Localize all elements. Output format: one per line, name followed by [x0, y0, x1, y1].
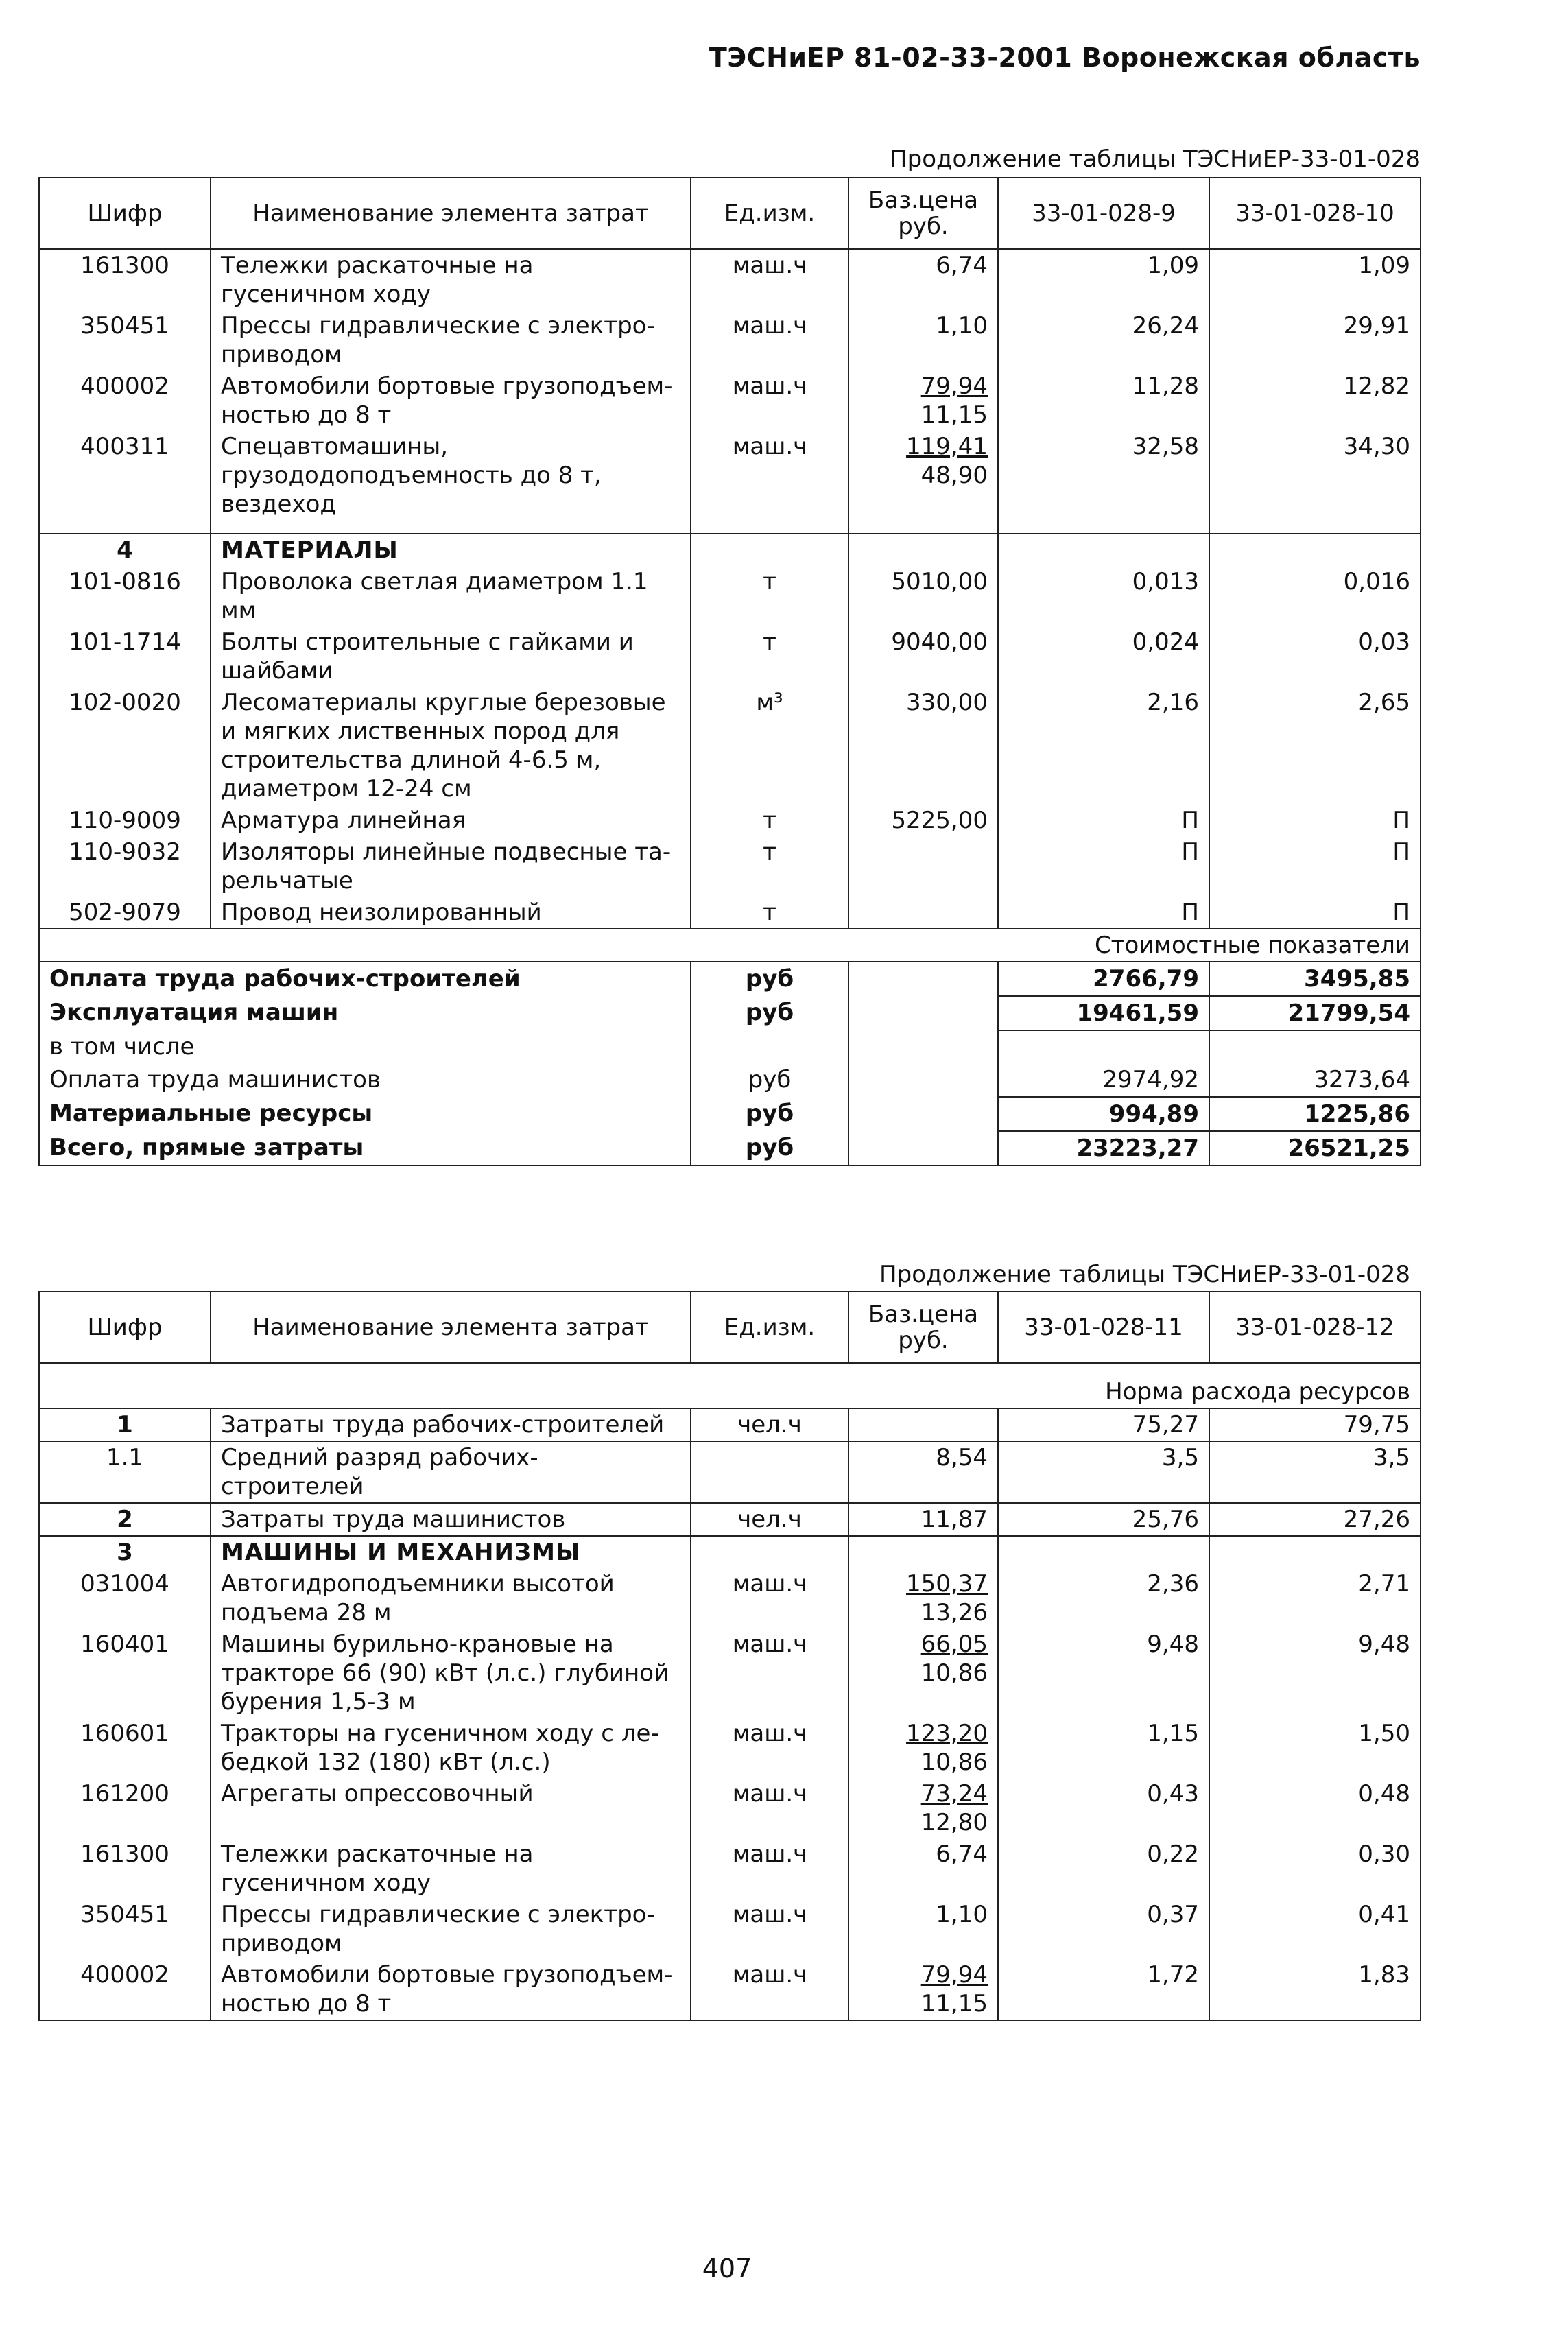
cell-price: 5225,00	[848, 805, 998, 836]
section-code: 4	[39, 534, 211, 566]
cell-code: 502-9079	[39, 897, 211, 929]
cost-unit	[691, 1030, 848, 1063]
table-row	[39, 687, 1421, 805]
cell-name: Машины бурильно-крановые на тракторе 66 (90) кВт (л.с.) глубиной бурения 1,5-3 м	[211, 1629, 691, 1718]
cost-unit: руб	[691, 962, 848, 996]
cell-unit: м³	[691, 687, 848, 805]
cell-unit	[691, 1441, 848, 1503]
cell-price: 11,87	[848, 1503, 998, 1536]
cost-value-2: 26521,25	[1209, 1131, 1421, 1165]
cell-unit: маш.ч	[691, 1838, 848, 1899]
header-unit: Ед.изм.	[691, 178, 848, 249]
cell-unit: т	[691, 626, 848, 687]
cell-unit: маш.ч	[691, 431, 848, 520]
cost-row	[39, 1063, 1421, 1097]
cell-unit: маш.ч	[691, 1959, 848, 2020]
section-code: 3	[39, 1536, 211, 1568]
cell-value-2: 1,50	[1209, 1718, 1421, 1778]
cell-name: Проволока светлая диаметром 1.1 мм	[211, 566, 691, 626]
cell-value-1: 2,16	[998, 687, 1209, 805]
cost-name: Всего, прямые затраты	[39, 1131, 691, 1165]
cell-name: Прессы гидравлические с электроприводом	[211, 1899, 691, 1959]
section-title: МАШИНЫ И МЕХАНИЗМЫ	[211, 1536, 691, 1568]
table-row	[39, 431, 1421, 520]
cell-name: Затраты труда рабочих-строителей	[211, 1408, 691, 1441]
cell-price: 8,54	[848, 1441, 998, 1503]
cell-value-1: 2,36	[998, 1568, 1209, 1629]
table-row	[39, 1441, 1421, 1503]
table2-continuation-title: Продолжение таблицы ТЭСНиЕР-33-01-028	[879, 1261, 1410, 1288]
cell-unit: маш.ч	[691, 1718, 848, 1778]
cell-value-1: 3,5	[998, 1441, 1209, 1503]
cost-value-1: 994,89	[998, 1097, 1209, 1131]
cell-name: Провод неизолированный	[211, 897, 691, 929]
cell-value-2: 29,91	[1209, 310, 1421, 370]
cell-price: 9040,00	[848, 626, 998, 687]
cell-value-1: 1,15	[998, 1718, 1209, 1778]
cell-price: 79,94 11,15	[848, 1959, 998, 2020]
cell-code: 1.1	[39, 1441, 211, 1503]
cell-price	[848, 836, 998, 897]
cell-name: Лесоматериалы круглые березовые и мягких лиственных пород для строительства длиной 4-6.5 м, диаметром 12-24 см	[211, 687, 691, 805]
cell-price: 1,10	[848, 310, 998, 370]
cell-price: 119,41 48,90	[848, 431, 998, 520]
cell-value-2: 34,30	[1209, 431, 1421, 520]
cell-value-2: 12,82	[1209, 370, 1421, 431]
header-price: Баз.цена руб.	[848, 1292, 998, 1363]
cost-value-1: 23223,27	[998, 1131, 1209, 1165]
table-row	[39, 836, 1421, 897]
cell-code: 101-0816	[39, 566, 211, 626]
cell-price	[848, 897, 998, 929]
cost-unit: руб	[691, 1063, 848, 1097]
cost-name: Материальные ресурсы	[39, 1097, 691, 1131]
cell-name: Арматура линейная	[211, 805, 691, 836]
section-row-machines	[39, 1536, 1421, 1568]
cell-value-2: П	[1209, 897, 1421, 929]
table-row	[39, 1838, 1421, 1899]
cell-unit: маш.ч	[691, 1778, 848, 1838]
cell-code: 160401	[39, 1629, 211, 1718]
cell-code: 161300	[39, 249, 211, 310]
cell-value-1: 11,28	[998, 370, 1209, 431]
cell-value-1: 25,76	[998, 1503, 1209, 1536]
cell-name: Тракторы на гусеничном ходу с лебедкой 132 (180) кВт (л.с.)	[211, 1718, 691, 1778]
cell-unit: т	[691, 897, 848, 929]
cell-value-1: 0,43	[998, 1778, 1209, 1838]
cell-code: 102-0020	[39, 687, 211, 805]
header-price: Баз.цена руб.	[848, 178, 998, 249]
header-col2: 33-01-028-10	[1209, 178, 1421, 249]
header-col1: 33-01-028-9	[998, 178, 1209, 249]
cell-value-1: 9,48	[998, 1629, 1209, 1718]
norm-header: Норма расхода ресурсов	[39, 1363, 1421, 1408]
cell-value-1: 0,013	[998, 566, 1209, 626]
cell-unit: т	[691, 836, 848, 897]
table-row	[39, 1568, 1421, 1629]
cell-unit: маш.ч	[691, 1629, 848, 1718]
cell-code: 400002	[39, 370, 211, 431]
cell-unit: маш.ч	[691, 249, 848, 310]
table1-continuation-title: Продолжение таблицы ТЭСНиЕР-33-01-028	[890, 145, 1421, 173]
page-number: 407	[702, 2253, 752, 2284]
table-row	[39, 1718, 1421, 1778]
cost-header: Стоимостные показатели	[39, 929, 1421, 962]
cost-row	[39, 962, 1421, 996]
table-row	[39, 805, 1421, 836]
cell-name: Тележки раскаточные на гусеничном ходу	[211, 1838, 691, 1899]
header-name: Наименование элемента затрат	[211, 1292, 691, 1363]
cell-code: 1	[39, 1408, 211, 1441]
cost-value-1	[998, 1030, 1209, 1063]
cell-price: 79,94 11,15	[848, 370, 998, 431]
cost-row	[39, 996, 1421, 1030]
cell-name: Автогидроподъемники высотой подъема 28 м	[211, 1568, 691, 1629]
cell-value-2: 9,48	[1209, 1629, 1421, 1718]
cell-price: 123,20 10,86	[848, 1718, 998, 1778]
cell-value-2: 0,03	[1209, 626, 1421, 687]
cell-value-1: 1,72	[998, 1959, 1209, 2020]
cell-value-2: 3,5	[1209, 1441, 1421, 1503]
cost-row	[39, 1131, 1421, 1165]
cell-value-2: 0,41	[1209, 1899, 1421, 1959]
page-header-title: ТЭСНиЕР 81-02-33-2001 Воронежская область	[709, 43, 1421, 73]
header-name: Наименование элемента затрат	[211, 178, 691, 249]
cell-name: Затраты труда машинистов	[211, 1503, 691, 1536]
cell-code: 110-9009	[39, 805, 211, 836]
cell-code: 400311	[39, 431, 211, 520]
cell-code: 031004	[39, 1568, 211, 1629]
header-col2: 33-01-028-12	[1209, 1292, 1421, 1363]
cost-value-1: 2766,79	[998, 962, 1209, 996]
table-row	[39, 1408, 1421, 1441]
cell-code: 2	[39, 1503, 211, 1536]
cell-price: 66,05 10,86	[848, 1629, 998, 1718]
header-code: Шифр	[39, 1292, 211, 1363]
table1-resource-table	[38, 177, 1421, 1166]
cell-price: 330,00	[848, 687, 998, 805]
cell-name: Прессы гидравлические с электроприводом	[211, 310, 691, 370]
cell-name: Средний разряд рабочих-строителей	[211, 1441, 691, 1503]
cell-value-1: 0,024	[998, 626, 1209, 687]
cell-value-2: 0,30	[1209, 1838, 1421, 1899]
cell-unit: чел.ч	[691, 1408, 848, 1441]
cell-value-2: 2,71	[1209, 1568, 1421, 1629]
cell-unit: маш.ч	[691, 1899, 848, 1959]
cell-value-2: 1,83	[1209, 1959, 1421, 2020]
cell-price: 1,10	[848, 1899, 998, 1959]
table-row	[39, 626, 1421, 687]
header-col1: 33-01-028-11	[998, 1292, 1209, 1363]
cost-value-1: 19461,59	[998, 996, 1209, 1030]
table-row	[39, 1778, 1421, 1838]
table1-header-row	[39, 178, 1421, 249]
cell-name: Изоляторы линейные подвесные тарельчатые	[211, 836, 691, 897]
cell-value-1: 0,37	[998, 1899, 1209, 1959]
cost-value-2: 3495,85	[1209, 962, 1421, 996]
cell-unit: чел.ч	[691, 1503, 848, 1536]
cell-price: 73,24 12,80	[848, 1778, 998, 1838]
cell-code: 161200	[39, 1778, 211, 1838]
cell-code: 350451	[39, 1899, 211, 1959]
cell-value-2: П	[1209, 805, 1421, 836]
cell-value-1: 32,58	[998, 431, 1209, 520]
cell-name: Агрегаты опрессовочный	[211, 1778, 691, 1838]
cell-name: Спецавтомашины, грузододоподъемность до 8 т, вездеход	[211, 431, 691, 520]
norm-header-row	[39, 1363, 1421, 1408]
cost-value-2	[1209, 1030, 1421, 1063]
cell-code: 350451	[39, 310, 211, 370]
section-row-materials	[39, 534, 1421, 566]
cost-unit: руб	[691, 1131, 848, 1165]
cell-value-2: 0,48	[1209, 1778, 1421, 1838]
spacer-row	[39, 520, 1421, 534]
cell-name: Болты строительные с гайками и шайбами	[211, 626, 691, 687]
cell-value-1: П	[998, 836, 1209, 897]
cell-price: 150,37 13,26	[848, 1568, 998, 1629]
table-row	[39, 1959, 1421, 2020]
header-unit: Ед.изм.	[691, 1292, 848, 1363]
cost-header-row	[39, 929, 1421, 962]
cell-value-1: 0,22	[998, 1838, 1209, 1899]
table-row	[39, 897, 1421, 929]
cell-value-2: 1,09	[1209, 249, 1421, 310]
cell-price	[848, 1408, 998, 1441]
cell-value-2: 0,016	[1209, 566, 1421, 626]
table-row	[39, 249, 1421, 310]
table-row	[39, 566, 1421, 626]
cost-value-1: 2974,92	[998, 1063, 1209, 1097]
cost-name: Оплата труда рабочих-строителей	[39, 962, 691, 996]
cell-code: 400002	[39, 1959, 211, 2020]
cell-price: 6,74	[848, 1838, 998, 1899]
cell-name: Автомобили бортовые грузоподъемностью до 8 т	[211, 370, 691, 431]
cost-row	[39, 1097, 1421, 1131]
table-row	[39, 1503, 1421, 1536]
table2-header-row	[39, 1292, 1421, 1363]
cell-value-2: 27,26	[1209, 1503, 1421, 1536]
table-row	[39, 310, 1421, 370]
cost-name: в том числе	[39, 1030, 691, 1063]
cell-value-2: 2,65	[1209, 687, 1421, 805]
table-row	[39, 1629, 1421, 1718]
cell-unit: т	[691, 805, 848, 836]
header-code: Шифр	[39, 178, 211, 249]
section-title: МАТЕРИАЛЫ	[211, 534, 691, 566]
cost-name: Оплата труда машинистов	[39, 1063, 691, 1097]
cell-value-2: П	[1209, 836, 1421, 897]
cell-value-1: 26,24	[998, 310, 1209, 370]
cell-unit: т	[691, 566, 848, 626]
cell-unit: маш.ч	[691, 310, 848, 370]
cell-unit: маш.ч	[691, 1568, 848, 1629]
cell-name: Тележки раскаточные на гусеничном ходу	[211, 249, 691, 310]
cell-value-1: 1,09	[998, 249, 1209, 310]
cell-price: 6,74	[848, 249, 998, 310]
cost-row	[39, 1030, 1421, 1063]
cell-code: 161300	[39, 1838, 211, 1899]
table-row	[39, 370, 1421, 431]
cell-value-1: П	[998, 897, 1209, 929]
cell-code: 110-9032	[39, 836, 211, 897]
cell-price: 5010,00	[848, 566, 998, 626]
cost-value-2: 21799,54	[1209, 996, 1421, 1030]
table-row	[39, 1899, 1421, 1959]
cell-unit: маш.ч	[691, 370, 848, 431]
cell-value-1: П	[998, 805, 1209, 836]
cell-code: 101-1714	[39, 626, 211, 687]
table2-resource-table	[38, 1291, 1421, 2021]
cell-code: 160601	[39, 1718, 211, 1778]
cell-name: Автомобили бортовые грузоподъемностью до 8 т	[211, 1959, 691, 2020]
cost-unit: руб	[691, 1097, 848, 1131]
cell-value-2: 79,75	[1209, 1408, 1421, 1441]
cost-value-2: 3273,64	[1209, 1063, 1421, 1097]
cost-unit: руб	[691, 996, 848, 1030]
cost-name: Эксплуатация машин	[39, 996, 691, 1030]
cost-value-2: 1225,86	[1209, 1097, 1421, 1131]
cell-value-1: 75,27	[998, 1408, 1209, 1441]
